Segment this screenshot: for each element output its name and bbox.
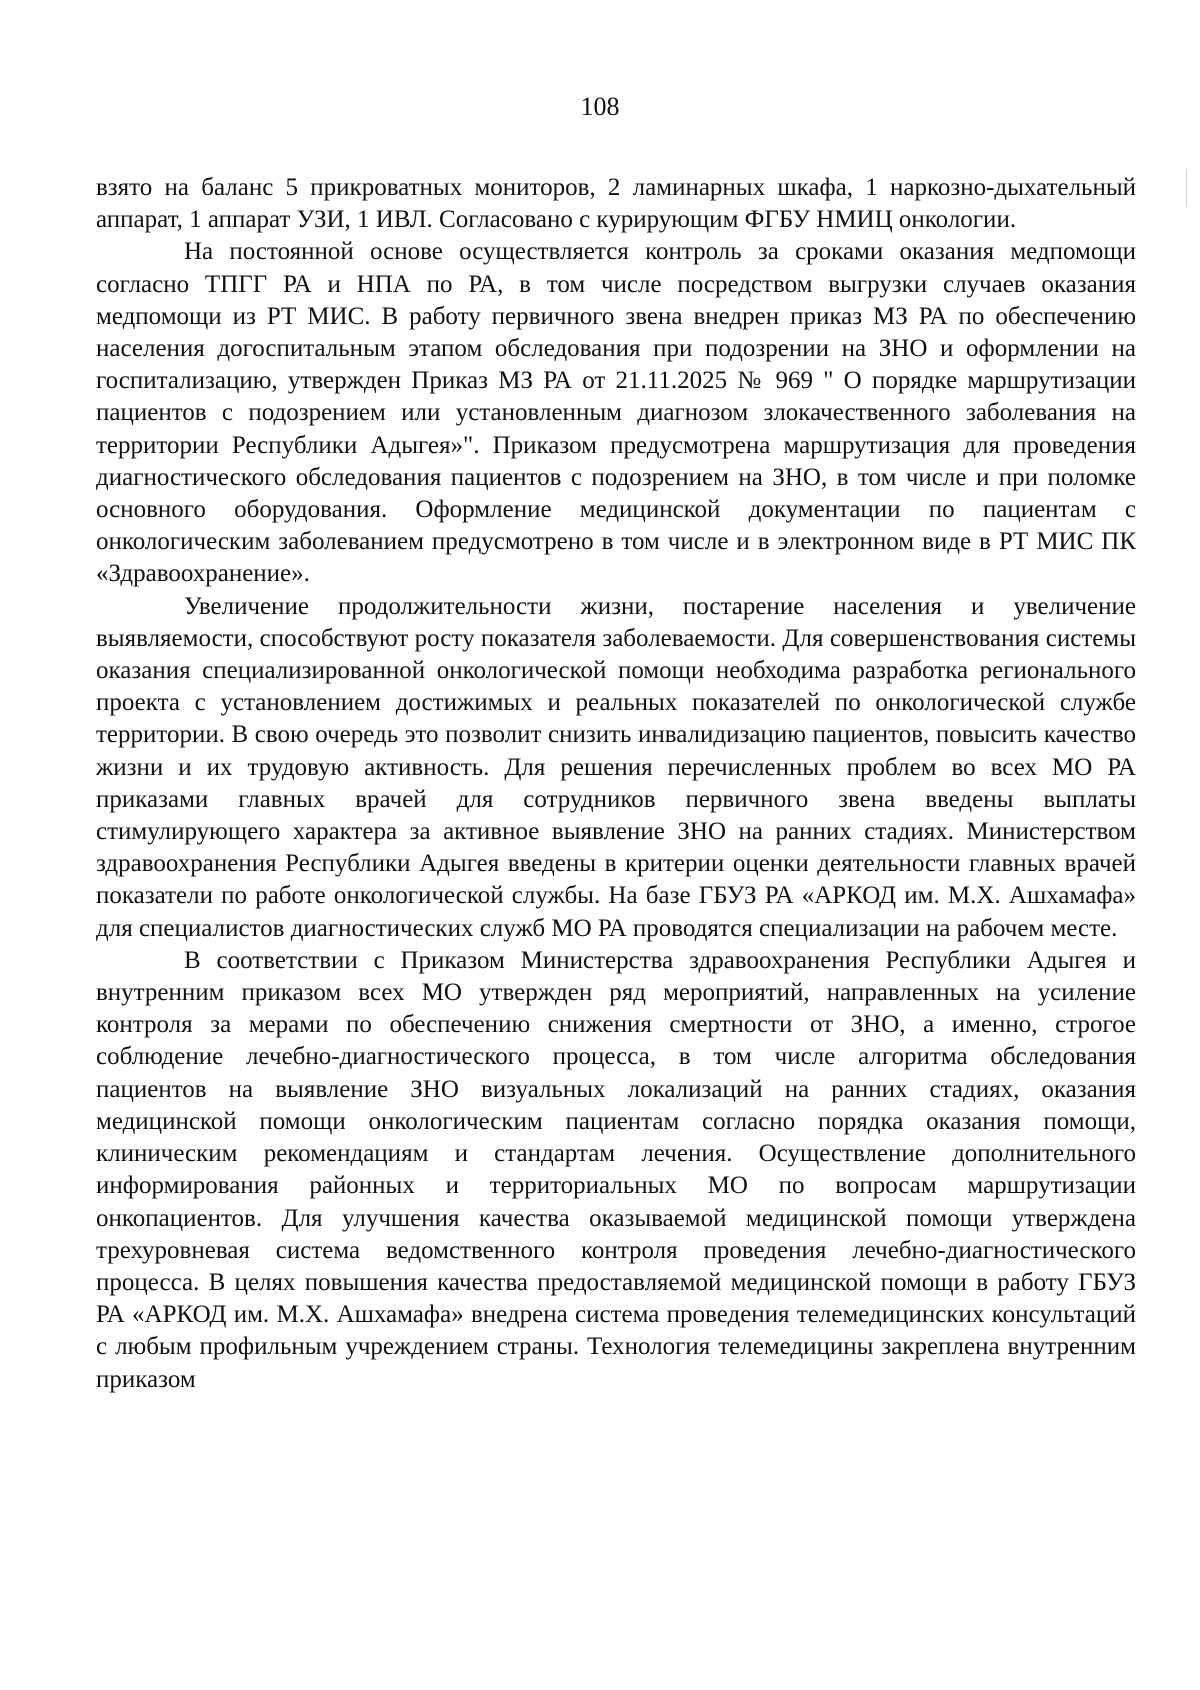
paragraph-oncology-improvement: Увеличение продолжительности жизни, постарение населения и увеличение выявляемости, способствуют росту показателя заболеваемости. Для совершенствования системы оказания специализированной онкологической помощи необходима разработка регионального проекта с установлением достижимых и реальных показателей по онкологической службе территории. В свою очередь это позволит снизить инвалидизацию пациентов, повысить качество жизни и их трудовую активность. Для решения перечисленных проблем во всех МО РА приказами главных врачей для сотрудников первичного звена введены выплаты стимулирующего характера за активное выявление ЗНО на ранних стадиях. Министерством здравоохранения Республики Адыгея введены в критерии оценки деятельности главных врачей показатели по работе онкологической службы. На базе ГБУЗ РА «АРКОД им. М.Х. Ашхамафа» для специалистов диагностических служб МО РА проводятся специализации на рабочем месте. xyxy=(96,592,1136,942)
page-number: 108 xyxy=(580,92,620,121)
paragraph-medical-care-control: На постоянной основе осуществляется контроль за сроками оказания медпомощи согласно ТПГГ РА и НПА по РА, в том числе посредством выгрузки случаев оказания медпомощи из РТ МИС. В работу первичного звена внедрен приказ МЗ РА по обеспечению населения догоспитальным этапом обследования при подозрении на ЗНО и оформлении на госпитализацию, утвержден Приказ МЗ РА от 21.11.2025 № 969 " О порядке маршрутизации пациентов с подозрением или установленным диагнозом злокачественного заболевания на территории Республики Адыгея»". Приказом предусмотрена маршрутизация для проведения диагностического обследования пациентов с подозрением на ЗНО, в том числе и при поломке основного оборудования. Оформление медицинской документации по пациентам с онкологическим заболеванием предусмотрено в том числе и в электронном виде в РТ МИС ПК «Здравоохранение». xyxy=(96,238,1136,588)
document-body xyxy=(96,172,1136,1396)
paragraph-mortality-reduction-measures: В соответствии с Приказом Министерства здравоохранения Республики Адыгея и внутренним приказом всех МО утвержден ряд мероприятий, направленных на усиление контроля за мерами по обеспечению снижения смертности от ЗНО, а именно, строгое соблюдение лечебно-диагностического процесса, в том числе алгоритма обследования пациентов на выявление ЗНО визуальных локализаций на ранних стадиях, оказания медицинской помощи онкологическим пациентам согласно порядка оказания помощи, клиническим рекомендациям и стандартам лечения. Осуществление дополнительного информирования районных и территориальных МО по вопросам маршрутизации онкопациентов. Для улучшения качества оказываемой медицинской помощи утверждена трехуровневая система ведомственного контроля проведения лечебно-диагностического процесса. В целях повышения качества предоставляемой медицинской помощи в работу ГБУЗ РА «АРКОД им. М.Х. Ашхамафа» внедрена система проведения телемедицинских консультаций с любым профильным учреждением страны. Технология телемедицины закреплена внутренним приказом xyxy=(96,946,1136,1393)
paragraph-equipment-continuation: взято на баланс 5 прикроватных мониторов, 2 ламинарных шкафа, 1 наркозно-дыхательный аппарат, 1 аппарат УЗИ, 1 ИВЛ. Согласовано с курирующим ФГБУ НМИЦ онкологии. xyxy=(96,174,1136,234)
scan-margin-mark xyxy=(1186,170,1187,206)
